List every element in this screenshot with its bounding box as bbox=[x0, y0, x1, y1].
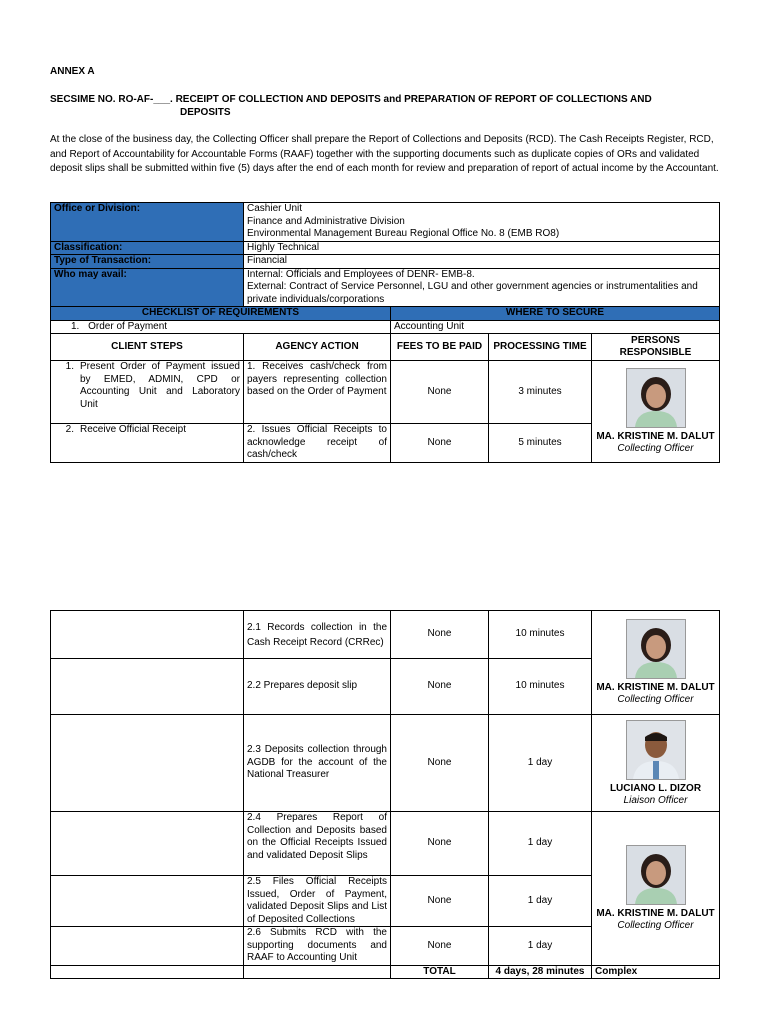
service-info-table bbox=[50, 202, 720, 463]
agency-action: 2.4 Prepares Report of Collection and Deposits based on the Official Receipts Issued and validated Deposit Slips bbox=[244, 812, 391, 876]
client-steps-header: CLIENT STEPS bbox=[51, 334, 244, 361]
who-may-avail-value bbox=[244, 268, 720, 307]
requirement-text: Order of Payment bbox=[88, 320, 168, 332]
time-value: 1 day bbox=[489, 876, 592, 927]
person-responsible bbox=[592, 812, 720, 966]
agency-action: 2.6 Submits RCD with the supporting documents and RAAF to Accounting Unit bbox=[244, 927, 391, 966]
time-value: 10 minutes bbox=[489, 659, 592, 715]
avail-line: External: Contract of Service Personnel, LGU and other government agencies or instrumentalities and private individuals/corporations bbox=[247, 281, 698, 305]
person-photo-icon bbox=[626, 619, 686, 679]
document-title bbox=[50, 93, 720, 119]
office-label: Office or Division: bbox=[51, 203, 244, 242]
step-text: Present Order of Payment issued by EMED, ADMIN, CPD or Accounting Unit and Laboratory Unit bbox=[80, 361, 240, 410]
agency-action: 2.5 Files Official Receipts Issued, Order of Payment, validated Deposit Slips and List of Deposited Collections bbox=[244, 876, 391, 927]
total-time: 4 days, 28 minutes bbox=[489, 965, 592, 979]
transaction-type-label: Type of Transaction: bbox=[51, 255, 244, 269]
title-line-2: DEPOSITS bbox=[180, 107, 231, 118]
person-name: MA. KRISTINE M. DALUT bbox=[596, 907, 715, 919]
process-steps-table bbox=[50, 610, 720, 979]
client-step bbox=[51, 876, 244, 927]
fee-value: None bbox=[391, 659, 489, 715]
table-row bbox=[51, 715, 720, 812]
client-step bbox=[51, 927, 244, 966]
requirement-number: 1. bbox=[71, 320, 80, 332]
classification-value: Highly Technical bbox=[244, 241, 720, 255]
who-may-avail-label: Who may avail: bbox=[51, 268, 244, 307]
transaction-type-value: Financial bbox=[244, 255, 720, 269]
step-text: Receive Official Receipt bbox=[80, 424, 186, 435]
fee-value: None bbox=[391, 715, 489, 812]
table-row bbox=[51, 812, 720, 876]
title-line-1: SECSIME NO. RO-AF-___. RECEIPT OF COLLECTION AND DEPOSITS and PREPARATION OF REPORT OF COLLECTIONS AND bbox=[50, 94, 652, 105]
total-empty-cell bbox=[244, 965, 391, 979]
person-name: LUCIANO L. DIZOR bbox=[609, 782, 702, 794]
checklist-header: CHECKLIST OF REQUIREMENTS bbox=[51, 307, 391, 321]
total-classification: Complex bbox=[592, 965, 720, 979]
time-value: 1 day bbox=[489, 812, 592, 876]
step-number: 1. bbox=[65, 361, 74, 372]
person-role: Collecting Officer bbox=[617, 919, 694, 931]
total-label: TOTAL bbox=[391, 965, 489, 979]
time-value: 1 day bbox=[489, 927, 592, 966]
office-line: Environmental Management Bureau Regional Office No. 8 (EMB RO8) bbox=[247, 228, 560, 239]
client-step bbox=[51, 812, 244, 876]
person-responsible bbox=[592, 611, 720, 715]
intro-paragraph: At the close of the business day, the Collecting Officer shall prepare the Report of Collections and Deposits (RCD). The Cash Receipts Register, RCD, and Report of Accountability for Accountable Forms (RAAF) together with the supporting documents such as duplicate copies of ORs and validated deposit slips shall be submitted within five (5) days after the end of each month for review and preparation of report of actual income by the Accountant. bbox=[50, 134, 719, 174]
agency-action-header: AGENCY ACTION bbox=[244, 334, 391, 361]
avail-line: Internal: Officials and Employees of DENR- EMB-8. bbox=[247, 268, 475, 280]
person-role: Collecting Officer bbox=[617, 443, 694, 454]
person-role: Collecting Officer bbox=[617, 694, 694, 705]
time-value: 1 day bbox=[489, 715, 592, 812]
fee-value: None bbox=[391, 424, 489, 463]
annex-label: ANNEX A bbox=[50, 66, 95, 77]
persons-responsible-header: PERSONS RESPONSIBLE bbox=[592, 334, 720, 361]
person-responsible bbox=[592, 715, 720, 812]
time-value: 3 minutes bbox=[489, 361, 592, 424]
fee-value: None bbox=[391, 876, 489, 927]
step-number: 2. bbox=[65, 424, 74, 435]
office-line: Cashier Unit bbox=[247, 203, 303, 214]
agency-action: 2.1 Records collection in the Cash Receipt Record (CRRec) bbox=[244, 611, 391, 659]
client-step bbox=[51, 424, 244, 463]
total-row bbox=[51, 965, 720, 979]
processing-time-header: PROCESSING TIME bbox=[489, 334, 592, 361]
classification-label: Classification: bbox=[51, 241, 244, 255]
office-line: Finance and Administrative Division bbox=[247, 215, 405, 227]
where-to-secure-header: WHERE TO SECURE bbox=[391, 307, 720, 321]
fee-value: None bbox=[391, 812, 489, 876]
person-name: MA. KRISTINE M. DALUT bbox=[596, 682, 715, 693]
table-row bbox=[51, 611, 720, 659]
agency-action: 1. Receives cash/check from payers representing collection based on the Order of Payment bbox=[244, 361, 391, 424]
fee-value: None bbox=[391, 927, 489, 966]
client-step bbox=[51, 715, 244, 812]
requirement-where: Accounting Unit bbox=[391, 320, 720, 334]
client-step bbox=[51, 659, 244, 715]
fee-value: None bbox=[391, 611, 489, 659]
person-photo-icon bbox=[626, 845, 686, 905]
person-role: Liaison Officer bbox=[623, 794, 688, 806]
person-responsible bbox=[592, 361, 720, 463]
office-value bbox=[244, 203, 720, 242]
time-value: 5 minutes bbox=[489, 424, 592, 463]
table-row bbox=[51, 361, 720, 424]
total-empty-cell bbox=[51, 965, 244, 979]
person-photo-icon bbox=[626, 720, 686, 780]
agency-action: 2.3 Deposits collection through AGDB for the account of the National Treasurer bbox=[244, 715, 391, 812]
agency-action: 2.2 Prepares deposit slip bbox=[244, 659, 391, 715]
person-name: MA. KRISTINE M. DALUT bbox=[596, 431, 715, 442]
time-value: 10 minutes bbox=[489, 611, 592, 659]
fees-header: FEES TO BE PAID bbox=[391, 334, 489, 361]
client-step bbox=[51, 361, 244, 424]
agency-action: 2. Issues Official Receipts to acknowledge receipt of cash/check bbox=[244, 424, 391, 463]
client-step bbox=[51, 611, 244, 659]
person-photo-icon bbox=[626, 368, 686, 428]
requirement-item bbox=[51, 320, 391, 334]
fee-value: None bbox=[391, 361, 489, 424]
